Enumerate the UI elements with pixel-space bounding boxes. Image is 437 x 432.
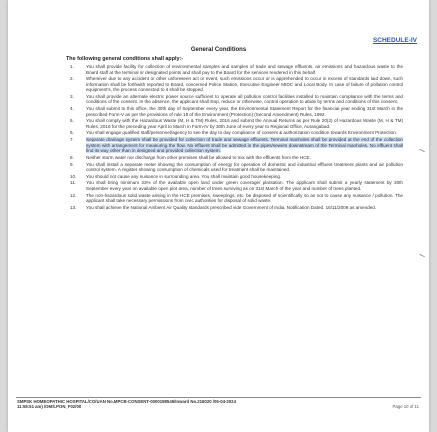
footer-reference-line: 11:55:51 am) /OMS.PON_F02/00 [17, 404, 82, 409]
document-page [8, 0, 429, 432]
item-text: The non-hazardous solid waste arising in the HCE premises, sweepings, etc. be disposed of scientifically so as not to cause any nuisance / pollution. The applicant shall take necessary permissions from civic authorities for disposal of solid waste. [86, 192, 403, 204]
list-item [66, 130, 403, 136]
item-number: 10. [70, 173, 77, 179]
item-number: 9. [70, 161, 74, 167]
item-text: Neither storm water nor discharge from other premises shall be allowed to mix with the effluents from the HCE. [86, 154, 311, 160]
item-number: 5. [70, 118, 74, 124]
page-number: Page 10 of 11 [392, 404, 419, 409]
item-number: 1. [70, 64, 74, 69]
list-item [66, 205, 403, 211]
list-item [66, 106, 403, 117]
item-text: You shall submit to this office, the 30th day of September every year, the Environmental Statement Report for the financial year ending 31st March in the prescribed Form-V as per the provisions of rule 15 of the Environment (Protection) (Second Amendment) Rules, 1992. [86, 106, 403, 117]
item-number: 6. [70, 130, 74, 136]
item-text: You shall comply with the Hazardous Waste (M, H & TM) Rules, 2016 and submit the Annual Returns as per Rule 20(2) of Hazardous Waste (M, H & TM) Rules, 2016 for the preceding year April to March in Form-IV by 30th June of every year to Regional Office, Aurangabad. [86, 118, 403, 129]
page-title: General Conditions [190, 47, 247, 53]
list-item [66, 94, 403, 105]
item-text: You shall bring minimum 33% of the available open land under green coverage/ plantation. The applicant shall submit a yearly statement by 30th September every year on available open plot area, number of trees surviving as on 31st March of the year and number of trees planted. [86, 180, 403, 191]
item-text: Separate drainage system shall be provided for collection of trade and sewage effluents. Terminal manholes shall be provided at the end of the collection system with arrangement for measuring the flow. No effluent shall be admitted in the pipes/sewers downstream of the Terminal manholes. No effluent shall find its way other than in designed and provided collection system. [86, 137, 403, 154]
list-item [66, 193, 403, 204]
list-item [66, 162, 403, 173]
item-text: You shall achieve the National Ambient Air Quality standards prescribed vide Government of India, Notification Dated. 16/11/2009 as amended. [86, 204, 377, 210]
item-number: 13. [70, 204, 77, 210]
item-number: 4. [70, 106, 74, 112]
list-item [66, 118, 403, 129]
schedule-label: SCHEDULE-IV [372, 37, 417, 44]
item-number: 2. [70, 76, 74, 82]
item-text: You shall install a separate meter showing the consumption of energy for operation of domestic and industrial effluent treatment plants and air pollution control system. A register showing consumption of chemicals used for treatment shall be maintained. [86, 161, 403, 172]
list-item [66, 174, 403, 180]
margin-mark [419, 149, 425, 152]
intro-text: The following general conditions shall apply:- [66, 56, 184, 62]
item-text: Whenever due to any accident or other unforeseen act or event, such emissions occur or is apprehended to occur in excess of standards laid down, such information shall be forthwith reported to Board, concerned Police Station, Executive Engineer MIDC and Local Body. In case of failure of pollution control equipment's, the process connected to it shall be stopped. [86, 76, 403, 93]
item-number: 7. [70, 137, 74, 143]
item-text: You shall provide an alternate electric power source sufficient to operate all pollution control facilities installed to maintain compliance with the terms and conditions of the consent. In the absence, the applicant shall stop, reduce or otherwise, control operation to abide by terms and conditions of this consent. [86, 93, 403, 105]
margin-mark [419, 254, 425, 257]
item-number: 11. [70, 180, 77, 186]
conditions-list [66, 64, 403, 211]
item-text: You should not cause any nuisance in surrounding area. You shall maintain good housekeeping. [86, 173, 282, 179]
list-item [66, 180, 403, 191]
footer-reference [17, 399, 297, 409]
list-item [66, 64, 403, 75]
list-item [66, 76, 403, 93]
list-item [66, 137, 403, 154]
footer-divider [16, 397, 421, 398]
list-item [66, 155, 403, 161]
footer-reference-line: SMPSK HOMEOPATHIC HOSPITAL/CO/UAN No.MPCB-CONSENT-0000198545/Inward No.216020 /05-04-2024 [17, 399, 236, 404]
item-number: 8. [70, 154, 74, 160]
item-text: You shall engage qualified staff/personnel/agency to see the day to day compliance of consent & authorization condition towards Environment Protection. [86, 130, 398, 136]
item-text: You shall provide facility for collection of environmental samples and samples of trade and sewage effluents, air emissions and hazardous waste to the Board staff at the terminal or designated points and shall pay to the Board for the services rendered in this behalf. [86, 64, 403, 75]
item-number: 12. [70, 192, 77, 198]
item-number: 3. [70, 93, 74, 99]
